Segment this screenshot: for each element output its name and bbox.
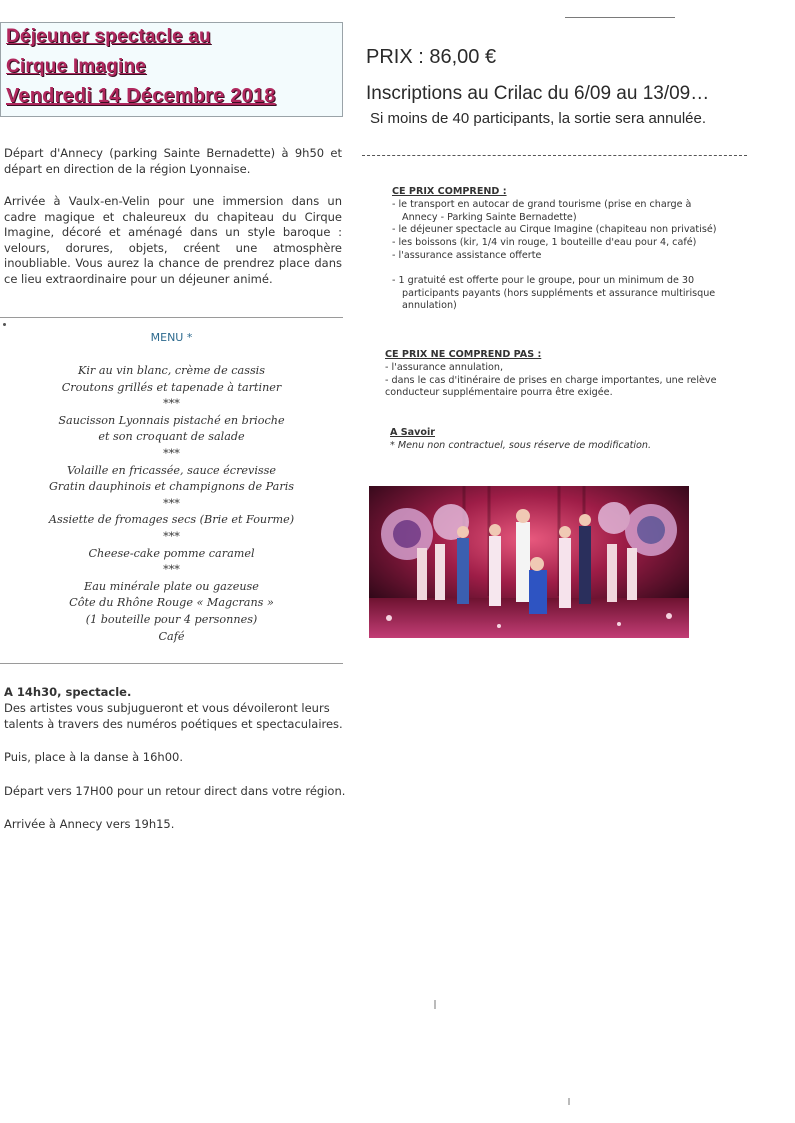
cancellation-condition: Si moins de 40 participants, la sortie sera annulée. bbox=[370, 110, 707, 127]
menu-item: Croutons grillés et tapenade à tartiner bbox=[61, 380, 282, 394]
menu-separator: *** bbox=[163, 446, 180, 460]
include-item: - le transport en autocar de grand tourisme (prise en charge à bbox=[392, 198, 692, 210]
gratuity-line: annulation) bbox=[402, 300, 457, 312]
include-item: - l'assurance assistance offerte bbox=[392, 249, 542, 261]
price-includes-heading: CE PRIX COMPREND : bbox=[392, 186, 507, 197]
top-divider bbox=[565, 17, 675, 18]
circus-show-illustration bbox=[369, 486, 689, 638]
menu-item: Côte du Rhône Rouge « Magcrans » bbox=[69, 596, 274, 610]
gratuity-line: - 1 gratuité est offerte pour le groupe, pour un minimum de 30 bbox=[392, 274, 695, 286]
show-description-2: talents à travers des numéros poétiques et spectaculaires. bbox=[4, 717, 343, 731]
price-includes bbox=[392, 186, 737, 313]
menu-title: MENU * bbox=[150, 331, 193, 344]
menu-disclaimer: * Menu non contractuel, sous réserve de modification. bbox=[390, 439, 652, 451]
scan-mark bbox=[434, 1000, 436, 1009]
scan-dot bbox=[3, 323, 6, 326]
menu-item: Assiette de fromages secs (Brie et Fourme) bbox=[48, 513, 295, 527]
menu-list bbox=[0, 363, 343, 645]
departure-paragraph: Départ d'Annecy (parking Sainte Bernadette) à 9h50 et départ en direction de la région Lyonnaise. bbox=[4, 146, 342, 176]
exclude-item: conducteur supplémentaire pourra être exigée. bbox=[385, 387, 613, 399]
include-item: - les boissons (kir, 1/4 vin rouge, 1 bouteille d'eau pour 4, café) bbox=[392, 237, 697, 249]
title-date: Vendredi 14 Décembre 2018 bbox=[6, 85, 276, 107]
menu-item: Gratin dauphinois et champignons de Paris bbox=[48, 480, 295, 494]
arrival-paragraph: Arrivée à Vaulx-en-Velin pour une immersion dans un cadre magique et chaleureux du chapiteau du Cirque Imagine, décoré et aménagé dans un style baroque : velours, dorures, objets, créent une atmosphère inoubliable. Vous aurez la chance de prendrez place dans ce lieu extraordinaire pour un déjeuner animé. bbox=[4, 194, 342, 286]
good-to-know bbox=[390, 427, 735, 453]
exclude-item: - dans le cas d'itinéraire de prises en charge importantes, une relève bbox=[385, 374, 717, 386]
menu-item: et son croquant de salade bbox=[98, 430, 245, 444]
return-departure: Départ vers 17H00 pour un retour direct dans votre région. bbox=[4, 784, 346, 798]
show-time bbox=[4, 684, 131, 700]
menu-item: Saucisson Lyonnais pistaché en brioche bbox=[58, 413, 285, 427]
show-photo bbox=[369, 486, 689, 638]
title-box bbox=[0, 22, 343, 117]
menu-separator: *** bbox=[163, 397, 180, 411]
menu-divider-top bbox=[0, 317, 343, 318]
gratuity-line: participants payants (hors suppléments et assurance multirisque bbox=[402, 287, 716, 299]
include-item: - le déjeuner spectacle au Cirque Imagine (chapiteau non privatisé) bbox=[392, 224, 717, 236]
menu-separator: *** bbox=[163, 529, 180, 543]
menu-item: Kir au vin blanc, crème de cassis bbox=[77, 364, 266, 377]
menu-separator: *** bbox=[163, 563, 180, 577]
good-to-know-heading: A Savoir bbox=[390, 427, 436, 438]
include-item: Annecy - Parking Sainte Bernadette) bbox=[402, 211, 577, 223]
show-description-1: Des artistes vous subjugueront et vous dévoileront leurs bbox=[4, 701, 330, 715]
dance-time: Puis, place à la danse à 16h00. bbox=[4, 750, 183, 764]
menu-item: Eau minérale plate ou gazeuse bbox=[84, 579, 259, 593]
arrival-annecy: Arrivée à Annecy vers 19h15. bbox=[4, 817, 175, 831]
exclude-item: - l'assurance annulation, bbox=[385, 361, 503, 373]
menu-item: (1 bouteille pour 4 personnes) bbox=[85, 612, 258, 626]
show-time-text: A 14h30, spectacle. bbox=[4, 685, 132, 699]
price: PRIX : 86,00 € bbox=[366, 46, 497, 68]
menu-divider-bottom bbox=[0, 663, 343, 664]
inscriptions-text: Inscriptions au Crilac du 6/09 au 13/09… bbox=[366, 83, 710, 104]
menu-separator: *** bbox=[163, 496, 180, 510]
menu-item: Cheese-cake pomme caramel bbox=[88, 546, 255, 560]
inscriptions bbox=[366, 83, 709, 105]
title-line-2: Cirque Imagine bbox=[6, 56, 147, 77]
scan-mark bbox=[568, 1098, 570, 1105]
price-excludes bbox=[385, 349, 730, 400]
header-divider bbox=[362, 155, 747, 156]
menu-item: Volaille en fricassée, sauce écrevisse bbox=[66, 463, 277, 477]
title-line-1: Déjeuner spectacle au bbox=[6, 26, 211, 47]
menu-item: Café bbox=[158, 629, 185, 643]
price-excludes-heading: CE PRIX NE COMPREND PAS : bbox=[385, 349, 542, 360]
